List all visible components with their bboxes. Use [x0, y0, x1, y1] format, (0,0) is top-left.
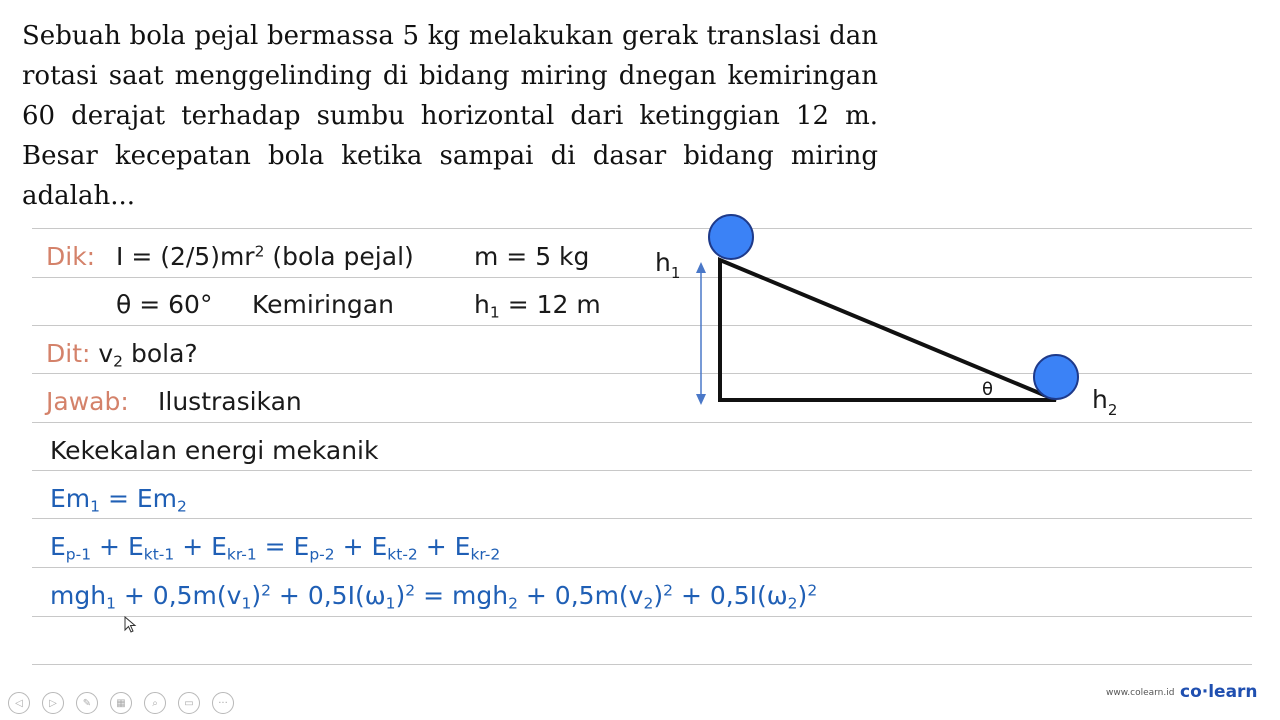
exponent: 2: [663, 581, 673, 600]
equals-sign: =: [415, 581, 453, 610]
term-translational-2: + 0,5m(v: [517, 581, 644, 610]
question-text: Sebuah bola pejal bermassa 5 kg melakukan gerak translasi dan rotasi saat menggelinding di bidang miring dnegan kemiringan 60 derajat terhadap sumbu horizontal dari ketinggian 12 m. Besar kecepatan bola ketika sampai di dasar bidang miring adalah...: [22, 21, 878, 211]
plus-sign: +: [334, 532, 372, 561]
grid-icon[interactable]: ▦: [110, 692, 132, 714]
energy-components-equation: [50, 532, 500, 562]
asked-row: [46, 339, 198, 369]
more-icon[interactable]: ···: [212, 692, 234, 714]
next-icon[interactable]: ▷: [42, 692, 64, 714]
solution-heading: Kekekalan energi mekanik: [50, 436, 379, 465]
em2-symbol: Em: [136, 484, 178, 513]
height-arrow-top: [696, 262, 706, 273]
equals-sign: =: [100, 484, 137, 513]
term-rotational-1-subscript: 1: [385, 594, 396, 613]
exponent: 2: [405, 581, 416, 600]
exponent: 2: [261, 581, 271, 600]
term-rotational-2-subscript: 2: [787, 594, 798, 613]
plus-sign: +: [174, 532, 212, 561]
inertia-base: I = (2/5)mr: [116, 242, 255, 271]
mouse-cursor-icon: [124, 616, 138, 634]
height-subscript: 1: [489, 303, 500, 322]
answer-text: Ilustrasikan: [158, 387, 302, 416]
ball-top: [709, 215, 753, 259]
theta-value: θ = 60°: [116, 290, 213, 319]
height-symbol: h: [474, 290, 490, 319]
answer-label: Jawab:: [46, 387, 129, 416]
paren-close: ): [395, 581, 406, 610]
asked-subscript: 2: [113, 352, 124, 371]
ep2-subscript: p-2: [309, 545, 335, 564]
ekr1-symbol: E: [211, 532, 227, 561]
height-arrow-bottom: [696, 394, 706, 405]
ekt2-subscript: kt-2: [387, 545, 418, 564]
equals-sign: =: [256, 532, 294, 561]
plus-sign: +: [417, 532, 455, 561]
height-number: = 12 m: [507, 290, 601, 319]
em1-symbol: Em: [50, 484, 91, 513]
inertia-formula: [116, 242, 414, 272]
prev-icon[interactable]: ◁: [8, 692, 30, 714]
asked-label: Dit:: [46, 339, 91, 368]
rule-line: [32, 567, 1252, 568]
zoom-icon[interactable]: ⌕: [144, 692, 166, 714]
term-translational-1: + 0,5m(v: [115, 581, 242, 610]
theta-note: Kemiringan: [252, 290, 394, 319]
paren-close: ): [797, 581, 808, 610]
asked-symbol: v: [98, 339, 114, 368]
ekr2-subscript: kr-2: [470, 545, 501, 564]
brand-url[interactable]: www.colearn.id: [1106, 688, 1175, 698]
ekt2-symbol: E: [371, 532, 388, 561]
asked-text: bola?: [131, 339, 198, 368]
brand-logo: co·learn: [1180, 682, 1258, 702]
inertia-exponent: 2: [254, 242, 265, 261]
incline-diagram: [640, 205, 1140, 420]
energy-equation: [50, 484, 187, 514]
paren-close: ): [251, 581, 262, 610]
height-value: [474, 290, 601, 320]
ekt1-symbol: E: [127, 532, 144, 561]
rule-line: [32, 422, 1252, 423]
rule-line: [32, 518, 1252, 519]
ep2-symbol: E: [293, 532, 310, 561]
ekt1-subscript: kt-1: [143, 545, 175, 564]
term-translational-2-subscript: 2: [643, 594, 654, 613]
em1-subscript: 1: [90, 497, 101, 516]
term-mgh1-subscript: 1: [106, 594, 116, 613]
inertia-note: (bola pejal): [272, 242, 414, 271]
theta-angle-label: θ: [982, 379, 994, 400]
paren-close: ): [653, 581, 664, 610]
mass-value: m = 5 kg: [474, 242, 590, 271]
ekr2-symbol: E: [454, 532, 471, 561]
known-label: Dik:: [46, 242, 96, 271]
term-mgh1: mgh: [50, 581, 107, 610]
term-rotational-2: + 0,5I(ω: [673, 581, 788, 610]
exponent: 2: [807, 581, 818, 600]
ep1-symbol: E: [50, 532, 66, 561]
rule-line: [32, 664, 1252, 665]
ep1-subscript: p-1: [65, 545, 92, 564]
expanded-energy-equation: [50, 581, 817, 611]
term-mgh2-subscript: 2: [508, 594, 518, 613]
term-rotational-1: + 0,5I(ω: [270, 581, 386, 610]
term-mgh2: mgh: [452, 581, 509, 610]
plus-sign: +: [91, 532, 128, 561]
em2-subscript: 2: [177, 497, 187, 516]
incline-triangle: [720, 260, 1056, 400]
ekr1-subscript: kr-1: [226, 545, 257, 564]
term-translational-1-subscript: 1: [241, 594, 252, 613]
ball-bottom: [1034, 355, 1078, 399]
h2-label: $h_2$: [1092, 385, 1118, 419]
rule-line: [32, 616, 1252, 617]
pen-icon[interactable]: ✎: [76, 692, 98, 714]
rule-line: [32, 470, 1252, 471]
screen-icon[interactable]: ▭: [178, 692, 200, 714]
h1-label: $h_1$: [655, 248, 681, 282]
